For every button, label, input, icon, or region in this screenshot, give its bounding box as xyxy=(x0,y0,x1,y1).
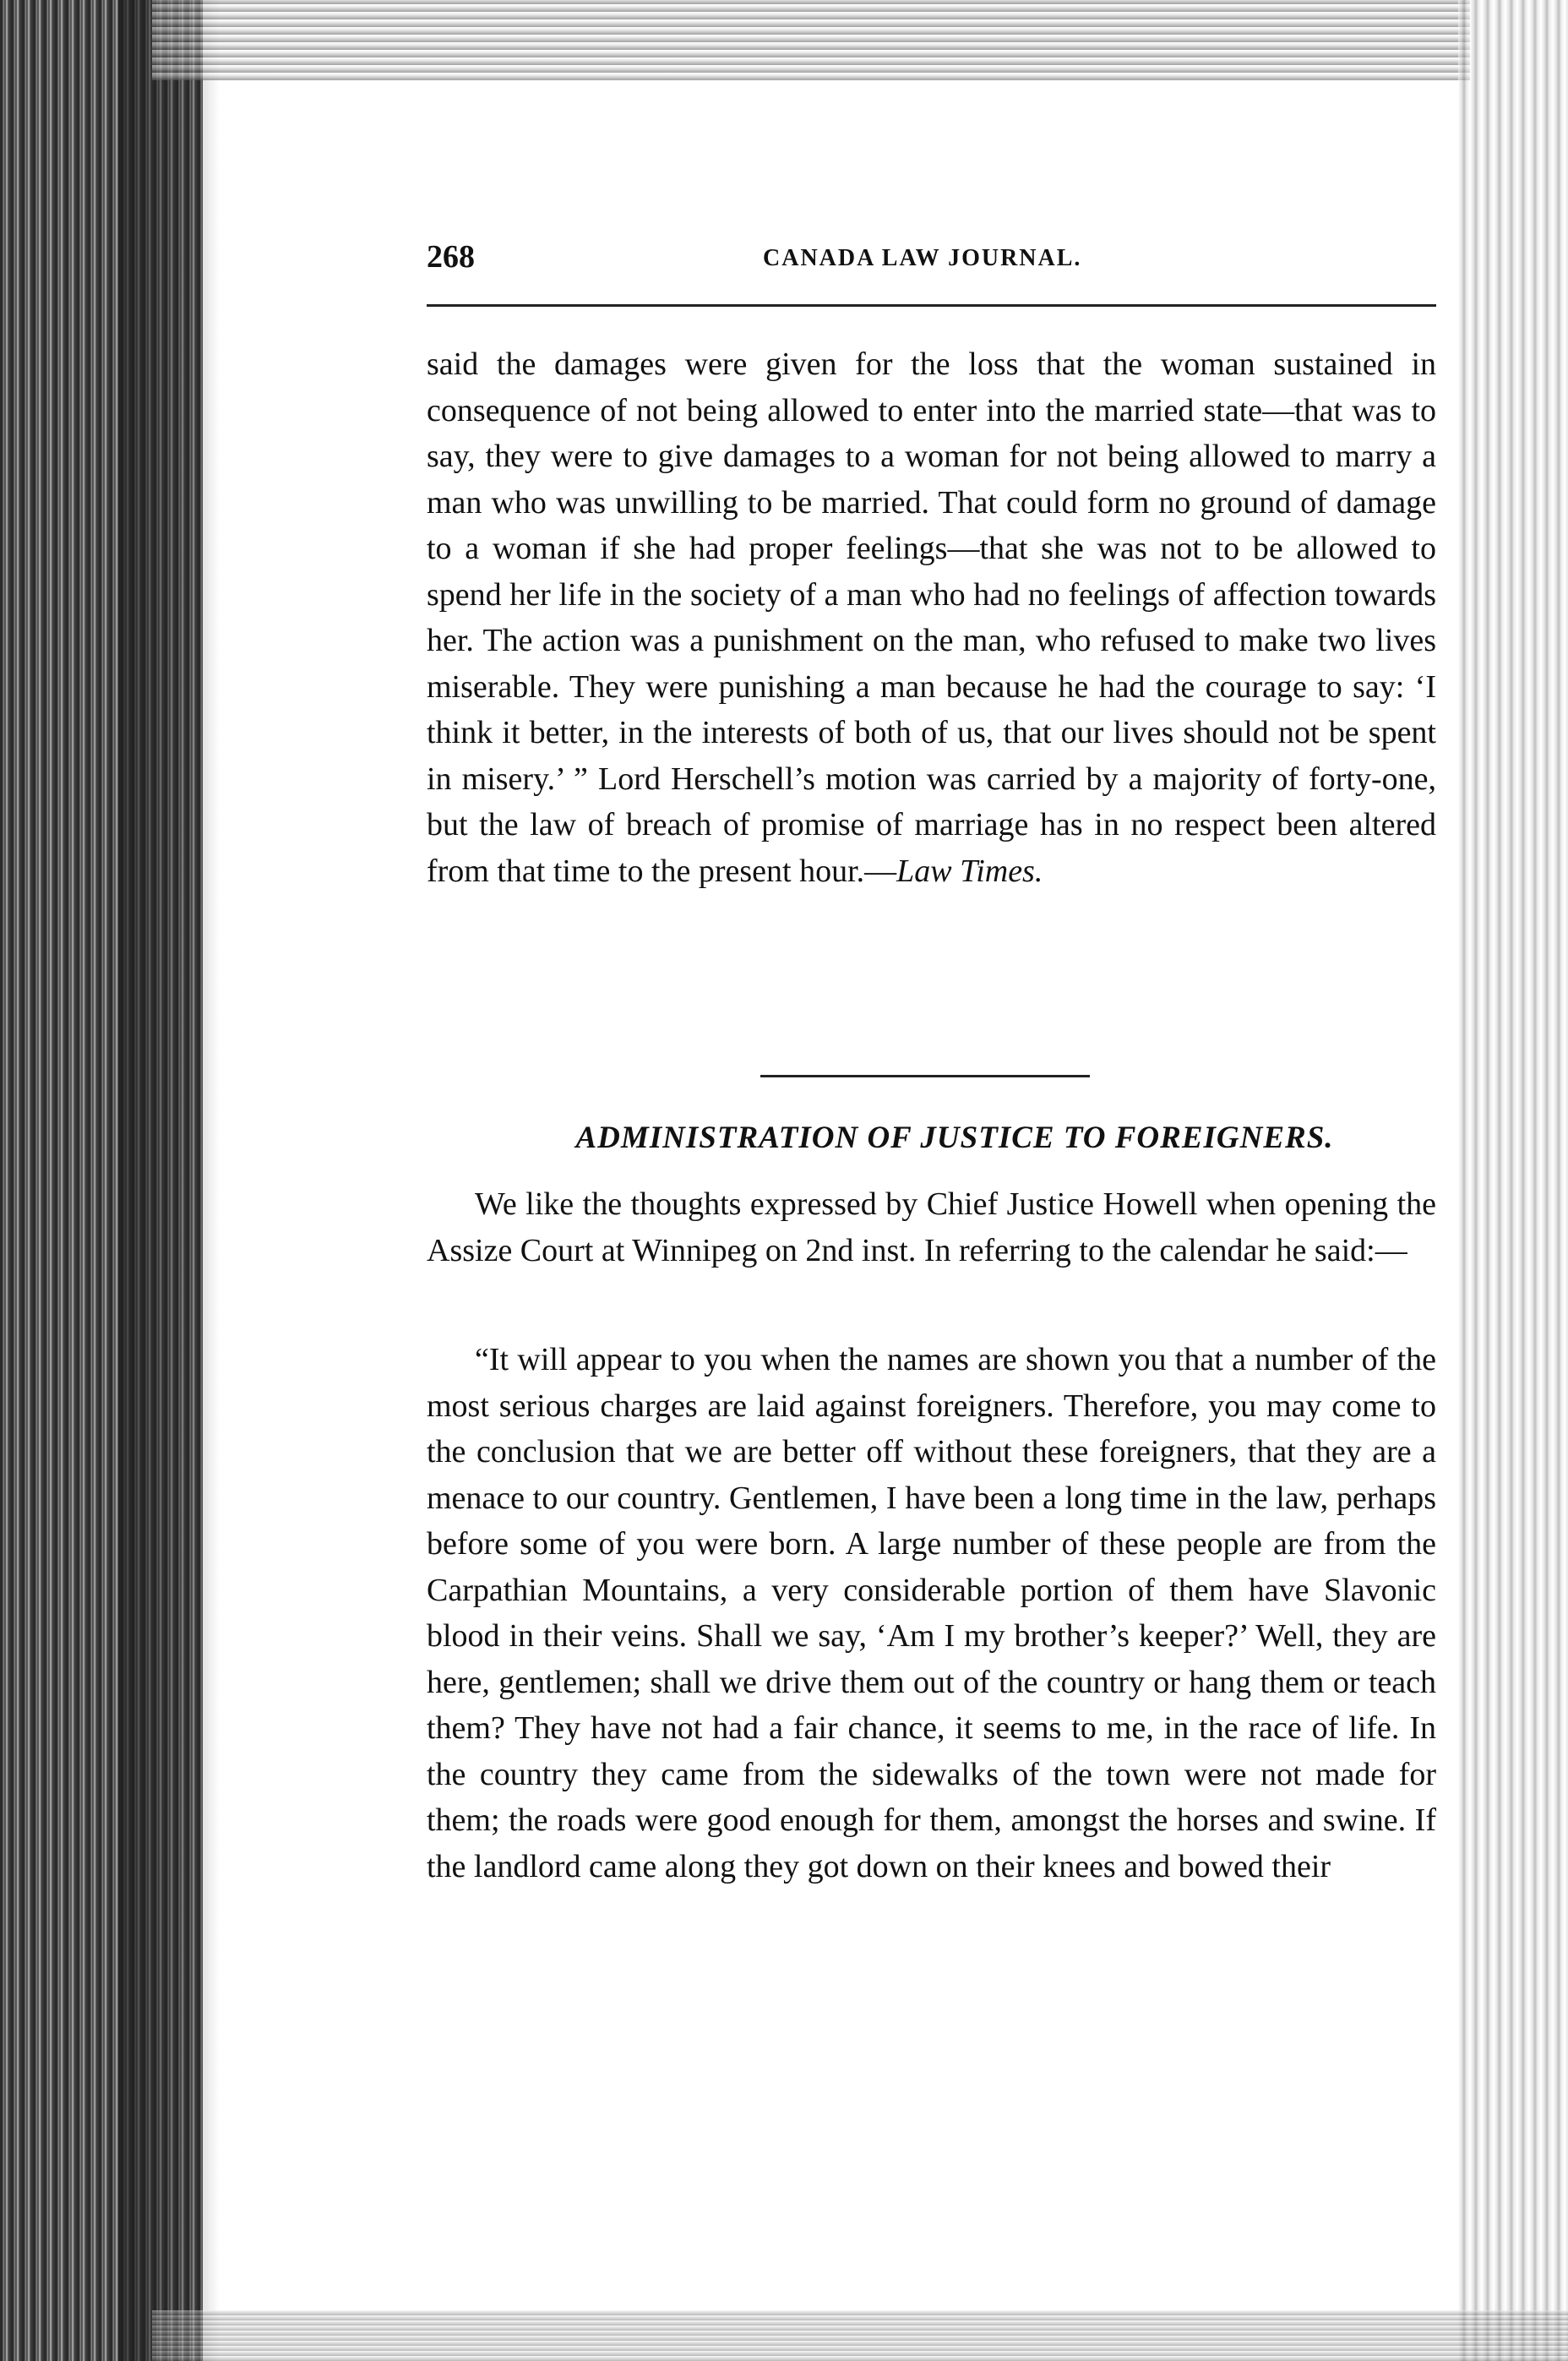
scan-shadow-bottom xyxy=(152,2310,1568,2361)
scan-shadow-left-fade xyxy=(118,0,220,2361)
paragraph-intro: We like the thoughts expressed by Chief Justice Howell when opening the Assize Court at Winnipeg on 2nd inst. In referring to the calendar he said:— xyxy=(427,1186,1436,1268)
paragraph-quote: “It will appear to you when the names are shown you that a number of the most serious charges are laid against foreigners. Therefore, you may come to the conclusion that we are better off without these foreigners, that they are a menace to our country. Gentlemen, I have been a long time in the law, perhaps before some of you were born. A large number of these people are from the Carpathian Mountains, a very considerable portion of them have Slavonic blood in their veins. Shall we say, ‘Am I my brother’s keeper?’ Well, they are here, gentlemen; shall we drive them out of the country or hang them or teach them? They have not had a fair chance, it seems to me, in the race of life. In the country they came from the sidewalks of the town were not made for them; the roads were good enough for them, amongst the horses and swine. If the landlord came along they got down on their knees and bowed their xyxy=(427,1342,1436,1884)
paragraph-continuation-text: said the damages were given for the loss that the woman sustained in consequence of not being allowed to enter into the married state—that was to say, they were to give damages to a woman for not being allowed to marry a man who was unwilling to be married. That could form no ground of damage to a woman if she had proper feelings—that she was not to be allowed to spend her life in the society of a man who had no feelings of affection towards her. The action was a punishment on the man, who refused to make two lives miserable. They were punishing a man because he had the courage to say: ‘I think it better, in the interests of both of us, that our lives should not be spent in misery.’ ” Lord Herschell’s motion was carried by a majority of forty-one, but the law of breach of promise of marriage has in no respect been altered from that time to the present hour.— xyxy=(427,346,1436,889)
header-rule xyxy=(427,304,1436,307)
page-header xyxy=(427,238,1436,289)
page-number: 268 xyxy=(427,239,475,275)
source-citation: Law Times. xyxy=(896,853,1043,889)
scan-shadow-right xyxy=(1458,0,1568,2361)
paragraph-continuation xyxy=(427,341,1436,894)
scan-shadow-top xyxy=(152,0,1470,80)
running-head: CANADA LAW JOURNAL. xyxy=(763,245,1082,271)
section-divider xyxy=(760,1075,1090,1077)
section-title: ADMINISTRATION OF JUSTICE TO FOREIGNERS. xyxy=(575,1121,1334,1155)
